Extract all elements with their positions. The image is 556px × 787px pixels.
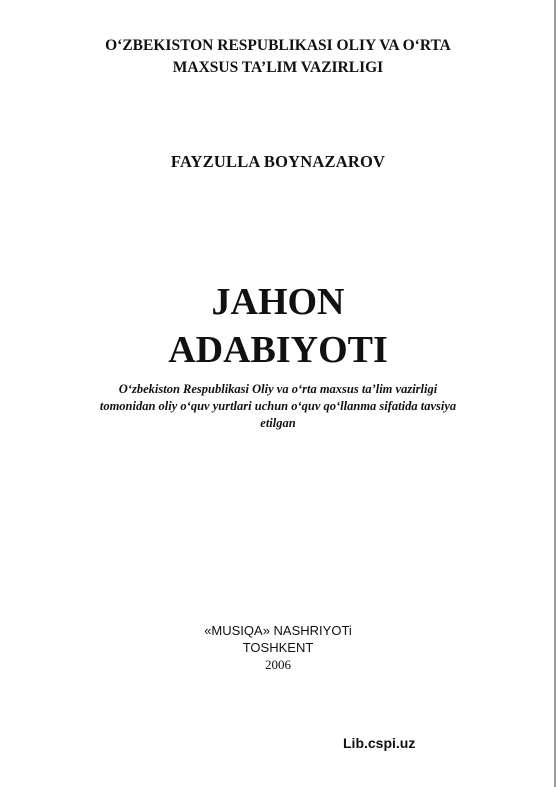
- note-line-1: O‘zbekiston Respublikasi Oliy va o‘rta maxsus ta’lim vazirligi: [118, 382, 438, 396]
- publisher-city: TOSHKENT: [242, 640, 314, 655]
- note-line-3: etilgan: [260, 416, 296, 430]
- publisher-info: [0, 622, 556, 673]
- ministry-header: [0, 35, 556, 79]
- ministry-line-1: O‘ZBEKISTON RESPUBLIKASI OLIY VA O‘RTA: [105, 37, 451, 54]
- recommendation-note: [20, 381, 536, 432]
- library-watermark: Lib.cspi.uz: [343, 735, 416, 751]
- note-line-2: tomonidan oliy o‘quv yurtlari uchun o‘quv qo‘llanma sifatida tavsiya: [99, 399, 457, 413]
- book-title-line-1: JAHON: [211, 281, 345, 323]
- book-title: [0, 278, 556, 374]
- ministry-line-2: MAXSUS TA’LIM VAZIRLIGI: [172, 59, 384, 76]
- publisher-name: «MUSIQA» NASHRIYOTi: [204, 623, 352, 638]
- book-title-line-2: ADABIYOTI: [168, 329, 388, 371]
- publication-year: 2006: [265, 657, 291, 672]
- author-name: FAYZULLA BOYNAZAROV: [170, 152, 386, 171]
